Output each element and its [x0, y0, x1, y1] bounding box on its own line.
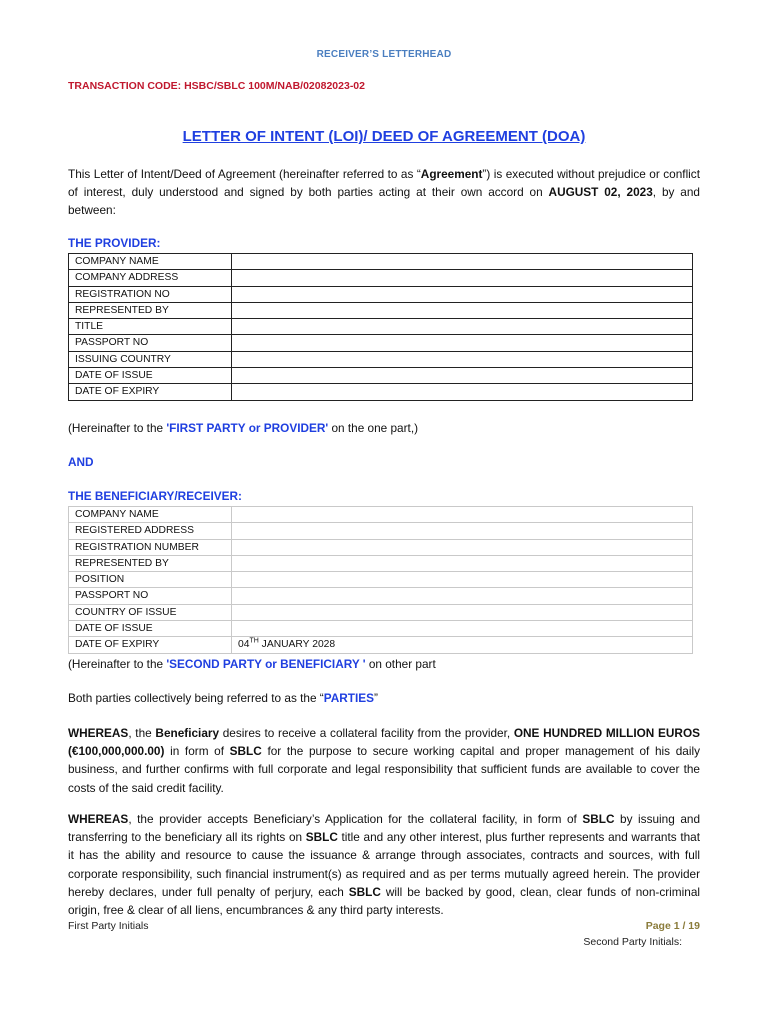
- row-value-field[interactable]: [232, 368, 693, 384]
- whereas-2-label: WHEREAS: [68, 812, 129, 826]
- row-value-field[interactable]: [232, 335, 693, 351]
- whereas-1-b2: ONE HUNDRED MILLION EUROS (€100,000,000.00): [68, 726, 700, 759]
- whereas-1-t2: desires to receive a collateral facility from the provider,: [219, 726, 514, 740]
- table-row: [69, 555, 693, 571]
- row-label: POSITION: [69, 572, 232, 588]
- page-number: Page 1 / 19: [645, 920, 700, 932]
- table-row: [69, 286, 693, 302]
- row-value-field[interactable]: [232, 270, 693, 286]
- whereas-1-label: WHEREAS: [68, 726, 129, 740]
- provider-after-a: (Hereinafter to the: [68, 421, 167, 435]
- document-title: LETTER OF INTENT (LOI)/ DEED OF AGREEMENT (DOA): [182, 128, 586, 145]
- whereas-paragraph-2: [68, 810, 700, 919]
- row-value-field[interactable]: [232, 351, 693, 367]
- row-value-field[interactable]: [232, 539, 693, 555]
- parties-text-b: ”: [374, 691, 378, 705]
- intro-agreement: Agreement: [420, 167, 483, 181]
- row-value-field[interactable]: [232, 507, 693, 523]
- row-value-field[interactable]: [232, 572, 693, 588]
- parties-paragraph: [68, 689, 700, 707]
- row-label: ISSUING COUNTRY: [69, 351, 232, 367]
- parties-text-a: Both parties collectively being referred to as the “: [68, 691, 324, 705]
- table-row: [69, 319, 693, 335]
- beneficiary-after-c: on other part: [365, 657, 436, 671]
- table-row: [69, 523, 693, 539]
- row-value-field[interactable]: [232, 319, 693, 335]
- whereas-1-b3: SBLC: [229, 744, 262, 759]
- row-label: DATE OF EXPIRY: [69, 637, 232, 653]
- expiry-suffix: TH: [249, 637, 259, 645]
- row-value-field[interactable]: [232, 621, 693, 637]
- row-value-field[interactable]: [232, 523, 693, 539]
- letterhead: RECEIVER’S LETTERHEAD: [316, 49, 452, 60]
- whereas-2-t4: will be backed by good, clean, clear funds of non-criminal origin, free & clear of all liens, encumbrances & any third party interests.: [68, 884, 700, 918]
- intro-text-a: This Letter of Intent/Deed of Agreement (hereinafter referred to as “: [68, 167, 421, 181]
- whereas-1-t3: in form of: [164, 744, 230, 759]
- whereas-2-t2: by issuing and transferring to the beneficiary all its rights on: [68, 812, 701, 845]
- table-row: [69, 539, 693, 555]
- row-label: COUNTRY OF ISSUE: [69, 604, 232, 620]
- row-label: REPRESENTED BY: [69, 555, 232, 571]
- table-row: [69, 588, 693, 604]
- expiry-month-year: JANUARY 2028: [258, 639, 336, 651]
- whereas-1-t4: for the purpose to secure working capital and proper management of his daily business, and further confirms with full corporate and legal responsibility that sufficient funds are available to cover the costs of the said credit facility.: [68, 744, 700, 795]
- row-label: PASSPORT NO: [69, 588, 232, 604]
- row-label: REGISTRATION NO: [69, 286, 232, 302]
- row-label: COMPANY ADDRESS: [69, 270, 232, 286]
- table-row: [69, 507, 693, 523]
- parties-label: PARTIES: [323, 691, 374, 705]
- row-label: DATE OF ISSUE: [69, 621, 232, 637]
- table-row: [69, 351, 693, 367]
- table-row: [69, 368, 693, 384]
- beneficiary-heading: THE BENEFICIARY/RECEIVER:: [68, 489, 242, 503]
- whereas-2-b2: SBLC: [305, 830, 338, 845]
- row-label: COMPANY NAME: [69, 254, 232, 270]
- row-value-field[interactable]: [232, 286, 693, 302]
- and-label: AND: [68, 455, 94, 469]
- whereas-2-t3: title and any other interest, plus further represents and warrants that it has the ability and resource to cause the issuance & arrange through associates, contracts and sources, with full corporate responsibility, such financial instrument(s) as required and as per terms mutually agreed herein. The provider hereby declares, under full penalty of perjury, each: [68, 830, 700, 899]
- whereas-2-b3: SBLC: [348, 884, 381, 899]
- row-label: DATE OF ISSUE: [69, 368, 232, 384]
- table-row: [69, 572, 693, 588]
- whereas-2-t1: , the provider accepts Beneficiary’s Application for the collateral facility, in form of: [128, 812, 583, 826]
- whereas-1-t1: , the: [128, 726, 156, 740]
- intro-paragraph: [68, 165, 700, 220]
- beneficiary-after: [68, 655, 700, 673]
- second-party-initials: Second Party Initials:: [583, 936, 682, 948]
- whereas-1-b1: Beneficiary: [155, 726, 220, 740]
- row-label: DATE OF EXPIRY: [69, 384, 232, 400]
- beneficiary-after-a: (Hereinafter to the: [68, 657, 167, 671]
- row-label: TITLE: [69, 319, 232, 335]
- provider-after-c: on the one part,): [328, 421, 419, 435]
- beneficiary-table: [68, 506, 693, 654]
- row-label: REGISTERED ADDRESS: [69, 523, 232, 539]
- row-label: COMPANY NAME: [69, 507, 232, 523]
- row-value-field[interactable]: [232, 302, 693, 318]
- row-label: REGISTRATION NUMBER: [69, 539, 232, 555]
- provider-heading: THE PROVIDER:: [68, 236, 161, 250]
- row-value-field[interactable]: [232, 637, 693, 653]
- row-value-field[interactable]: [232, 604, 693, 620]
- first-party-label: 'FIRST PARTY or PROVIDER': [166, 421, 329, 435]
- provider-table: [68, 253, 693, 401]
- row-label: PASSPORT NO: [69, 335, 232, 351]
- whereas-paragraph-1: [68, 724, 700, 797]
- table-row: [69, 604, 693, 620]
- row-value-field[interactable]: [232, 588, 693, 604]
- first-party-initials: First Party Initials: [68, 920, 149, 932]
- table-row: [69, 384, 693, 400]
- provider-after: [68, 419, 700, 437]
- transaction-code: TRANSACTION CODE: HSBC/SBLC 100M/NAB/02082023-02: [68, 80, 365, 92]
- row-value-field[interactable]: [232, 254, 693, 270]
- intro-date: AUGUST 02, 2023: [548, 185, 653, 200]
- row-label: REPRESENTED BY: [69, 302, 232, 318]
- row-value-field[interactable]: [232, 555, 693, 571]
- table-row: [69, 621, 693, 637]
- row-value-field[interactable]: [232, 384, 693, 400]
- expiry-day: 04: [238, 639, 250, 651]
- second-party-label: 'SECOND PARTY or BENEFICIARY ': [166, 657, 366, 671]
- table-row: [69, 335, 693, 351]
- table-row: [69, 302, 693, 318]
- whereas-2-b1: SBLC: [582, 812, 615, 826]
- table-row: [69, 254, 693, 270]
- intro-text-c: , by and between:: [68, 185, 700, 218]
- intro-text-b: ”) is executed without prejudice or conflict of interest, duly understood and signed by both parties acting at their own accord on: [68, 167, 700, 200]
- table-row: [69, 270, 693, 286]
- table-row: [69, 637, 693, 653]
